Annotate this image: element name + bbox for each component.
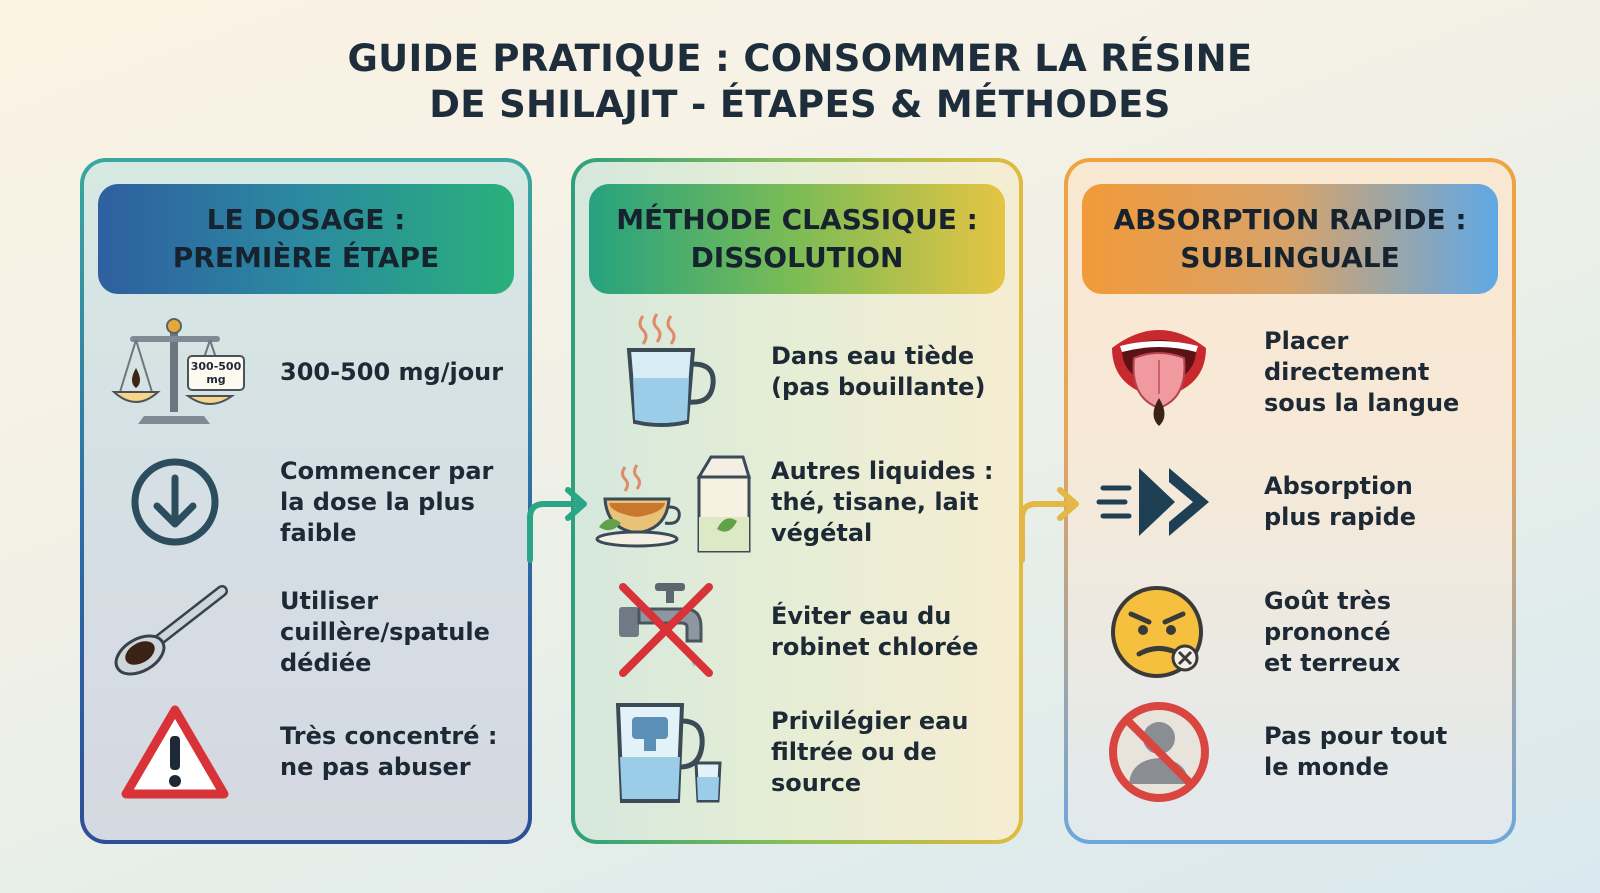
panel-dissolution xyxy=(571,158,1023,844)
item-text-2: (pas bouillante) xyxy=(771,373,986,401)
item-text-2: cuillère/spatule xyxy=(280,617,490,646)
list-item xyxy=(84,692,528,812)
list-item xyxy=(575,442,1019,562)
item-text-1: 300-500 mg/jour xyxy=(280,357,504,386)
list-item xyxy=(1068,442,1512,562)
header-line-1: ABSORPTION RAPIDE : xyxy=(1113,203,1467,236)
panel-dosage-header xyxy=(98,184,514,294)
spoon-icon xyxy=(110,572,240,692)
header-line-1: MÉTHODE CLASSIQUE : xyxy=(616,203,978,236)
panel-sublingual-header xyxy=(1082,184,1498,294)
list-item xyxy=(1068,572,1512,692)
scale-label: 300-500 xyxy=(190,360,242,373)
header-line-2: SUBLINGUALE xyxy=(1180,241,1400,274)
item-text-2: la dose la plus xyxy=(280,487,475,516)
item-text-1: Goût très prononcé xyxy=(1264,586,1391,646)
warning-icon xyxy=(110,692,240,812)
tea-and-milk-carton-icon xyxy=(595,442,755,562)
header-line-2: DISSOLUTION xyxy=(690,241,904,274)
connector-arrow-1 xyxy=(526,460,592,570)
fast-forward-icon xyxy=(1094,442,1224,562)
item-text-1: Privilégier eau xyxy=(771,706,969,735)
item-text-3: dédiée xyxy=(280,648,372,677)
crossed-tap-icon xyxy=(601,572,731,692)
item-text-3: végétal xyxy=(771,518,873,547)
panel-dissolution-header xyxy=(589,184,1005,294)
connector-arrow-2 xyxy=(1018,460,1084,570)
no-person-icon xyxy=(1094,692,1224,812)
item-text-1: Placer directement xyxy=(1264,326,1430,386)
item-text-1: Commencer par xyxy=(280,456,494,485)
scale-icon xyxy=(110,312,240,432)
item-text-2: robinet chlorée xyxy=(771,633,979,661)
tongue-icon xyxy=(1094,312,1224,432)
item-text-2: plus rapide xyxy=(1264,503,1417,531)
warm-water-mug-icon xyxy=(601,312,731,432)
list-item xyxy=(84,312,528,432)
list-item xyxy=(84,442,528,562)
list-item xyxy=(575,312,1019,432)
page-title xyxy=(0,36,1600,128)
title-line-2: DE SHILAJIT - ÉTAPES & MÉTHODES xyxy=(429,83,1171,126)
list-item xyxy=(84,572,528,692)
item-text-3: source xyxy=(771,768,862,797)
down-arrow-circle-icon xyxy=(110,442,240,562)
header-line-2: PREMIÈRE ÉTAPE xyxy=(172,241,440,274)
item-text-2: et terreux xyxy=(1264,648,1401,677)
list-item xyxy=(1068,312,1512,432)
item-text-3: faible xyxy=(280,518,357,547)
item-text-1: Absorption xyxy=(1264,472,1413,500)
header-line-1: LE DOSAGE : xyxy=(206,203,406,236)
list-item xyxy=(575,572,1019,692)
item-text-1: Dans eau tiède xyxy=(771,342,975,370)
panel-sublingual xyxy=(1064,158,1516,844)
list-item xyxy=(575,692,1019,812)
disgusted-face-icon xyxy=(1094,572,1224,692)
item-text-2: ne pas abuser xyxy=(280,753,471,781)
item-text-2: sous la langue xyxy=(1264,388,1460,417)
item-text-1: Éviter eau du xyxy=(771,602,952,630)
title-line-1: GUIDE PRATIQUE : CONSOMMER LA RÉSINE xyxy=(347,37,1253,80)
scale-unit: mg xyxy=(206,373,226,386)
panel-dosage xyxy=(80,158,532,844)
item-text-2: thé, tisane, lait xyxy=(771,487,979,516)
item-text-1: Autres liquides : xyxy=(771,456,994,485)
item-text-2: le monde xyxy=(1264,753,1389,781)
item-text-1: Pas pour tout xyxy=(1264,722,1448,750)
item-text-2: filtrée ou de xyxy=(771,737,937,766)
item-text-1: Très concentré : xyxy=(280,722,498,750)
filter-jug-icon xyxy=(601,692,731,812)
item-text-1: Utiliser xyxy=(280,586,379,615)
list-item xyxy=(1068,692,1512,812)
